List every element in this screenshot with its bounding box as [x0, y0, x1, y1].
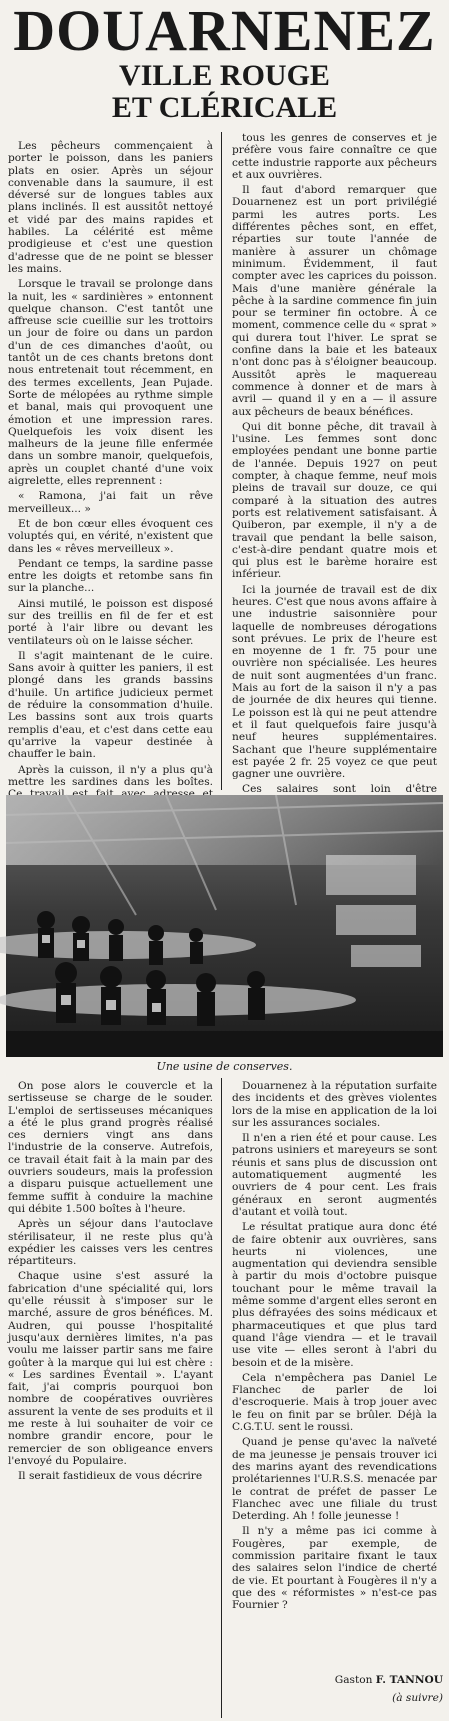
article-column-top-left: [8, 140, 213, 792]
article-column-bottom-left: [8, 1080, 213, 1718]
headline: DOUARNENEZ: [13, 0, 436, 63]
paragraph: Pendant ce temps, la sardine passe entre les doigts et retombe sans fin sur la planche...: [8, 557, 213, 595]
paragraph: Chaque usine s'est assuré la fabrication d'une spécialité qui, lors qu'elle réussit à s'imposer sur le marché, assure de gros bénéfices. M. Audren, qui pousse l'hospitalité jusqu'aux dernières limites, n'a pas voulu me laisser partir sans me faire goûter à la marque qui lui est chère : « Les sardines Éventail ». L'ayant fait, j'ai compris pourquoi bon nombre de coopératives ouvrières assurent la vente de ses produits et il me reste à lui souhaiter de voir ce nombre grandir encore, pour le remercier de son obligeance envers l'envoyé du Populaire.: [8, 1270, 213, 1467]
to-be-continued: (à suivre): [392, 1692, 443, 1704]
paragraph: Les pêcheurs commençaient à porter le poisson, dans les paniers plats en osier. Après un séjour convenable dans la saumure, il est déversé sur de longues tables aux plans inclinés. Il est aussitôt nettoyé et vidé par des mains rapides et habiles. La célérité est même prodigieuse et c'est une question d'adresse que de ne point se blesser les mains.: [8, 140, 213, 275]
paragraph: Il faut d'abord remarquer que Douarnenez est un port privilégié parmi les autres ports. Les différentes pêches sont, en effet, réparties sur toute l'année de manière à assurer un chômage minimum. Évidemment, il faut compter avec les caprices du poisson. Mais d'une manière générale la pêche à la sardine commence fin juin pour se terminer fin octobre. À ce moment, commence celle du « sprat » qui durera tout l'hiver. Le sprat se confine dans la baie et les bateaux n'ont donc pas à s'éloigner beaucoup. Aussitôt après le maquereau commence à donner et de mars à avril — quand il y en a — il assure aux pêcheurs de beaux bénéfices.: [232, 184, 437, 418]
paragraph: On pose alors le couvercle et la sertisseuse se charge de le souder. L'emploi de sertisseuses mécaniques a été le plus grand progrès réalisé ces derniers vingt ans dans l'industrie de la conserve. Autrefois, ce travail était fait à la main par des ouvriers soudeurs, mais la profession a disparu puisque actuellement une femme suffit à conduire la machine qui débite 1.500 boîtes à l'heure.: [8, 1080, 213, 1215]
paragraph: Ces salaires sont loin d'être: [242, 783, 437, 796]
subheadline-line-2: ET CLÉRICALE: [111, 91, 338, 124]
article-column-bottom-right: [232, 1080, 437, 1668]
paragraph: Douarnenez à la réputation surfaite des incidents et des grèves violentes lors de la mise en application de la loi sur les assurances sociales.: [232, 1080, 437, 1129]
paragraph: Ainsi mutilé, le poisson est disposé sur des treillis en fil de fer et est porté à l'air libre ou devant les ventilateurs où on le laisse sécher.: [8, 597, 213, 647]
author-signature: [238, 1674, 443, 1687]
column-rule-bottom: [221, 1078, 222, 1718]
paragraph: Cela n'empêchera pas Daniel Le Flanchec de parler de loi d'escroquerie. Mais à trop jouer avec le feu on finit par se brûler. Déjà la C.G.T.U. sent le roussi.: [232, 1371, 437, 1434]
paragraph: Le résultat pratique aura donc été de faire obtenir aux ouvrières, sans heurts ni violences, une augmentation qui deviendra sensible à partir du mois d'octobre puisque touchant pour le même travail la même somme d'argent elles seront en plus défrayées des soins médicaux et pharmaceutiques et que plus tard quand l'âge viendra — et le travail use vite — elles seront à l'abri du besoin et de la misère.: [232, 1221, 437, 1369]
subheadline-line-1: VILLE ROUGE: [119, 59, 330, 92]
paragraph: Et de bon cœur elles évoquent ces voluptés qui, en vérité, n'existent que dans les « rêves merveilleux ».: [8, 517, 213, 555]
paragraph: Ici la journée de travail est de dix heures. C'est que nous avons affaire à une industrie saisonnière pour laquelle de nombreuses dérogations sont prévues. Le prix de l'heure est en moyenne de 1 fr. 75 pour une ouvrière non spécialisée. Les heures de nuit sont augmentées d'un franc. Mais au fort de la saison il n'y a pas de journée de dix heures qui tienne. Le poisson est là qui ne peut attendre et il faut quelquefois faire jusqu'à neuf heures supplémentaires. Sachant que l'heure supplémentaire est payée 2 fr. 25 voyez ce que peut gagner une ouvrière.: [232, 583, 437, 781]
paragraph: tous les genres de conserves et je préfère vous faire connaître ce que cette industrie rapporte aux pêcheurs et aux ouvrières.: [232, 132, 437, 181]
paragraph: Il n'en a rien été et pour cause. Les patrons usiniers et mareyeurs se sont réunis et sans plus de discussion ont automatiquement augmenté les ouvriers de 4 pour cent. Les frais généraux en seront augmentés d'autant et voilà tout.: [232, 1132, 437, 1218]
column-rule-top: [221, 132, 222, 790]
photo-caption: Une usine de conserves.: [156, 1060, 293, 1073]
factory-photo: [6, 795, 443, 1057]
article-column-top-right: [232, 132, 437, 796]
paragraph: Quand je pense qu'avec la naïveté de ma jeunesse je pensais trouver ici des marins ayant des revendications prolétariennes l'U.R.S.S. menacée par le contrat de préfet de passer Le Flanchec avec une filiale du trust Deterding. Ah ! folle jeunesse !: [232, 1436, 437, 1523]
author-first-name: Gaston: [334, 1674, 373, 1686]
paragraph: Il n'y a même pas ici comme à Fougères, par exemple, de commission paritaire fixant le taux des salaires selon l'indice de cherté de vie. Et pourtant à Fougères il n'y a que des « réformistes » n'est-ce pas Fournier ?: [232, 1525, 437, 1612]
paragraph: « Ramona, j'ai fait un rêve merveilleux... »: [8, 490, 213, 515]
paragraph: Il s'agit maintenant de le cuire. Sans avoir à quitter les paniers, il est plongé dans les grands bassins d'huile. Un artifice judicieux permet de réduire la consommation d'huile. Les bassins sont aux trois quarts remplis d'eau, et c'est dans cette eau qu'arrive la vapeur destinée à chauffer le bain.: [8, 649, 213, 761]
newspaper-page: [6, 0, 443, 1721]
paragraph: Qui dit bonne pêche, dit travail à l'usine. Les femmes sont donc employées pendant une bonne partie de l'année. Depuis 1927 on peut compter, à chaque femme, neuf mois pleins de travail sur douze, ce qui comparé à la situation des autres ports est relativement satisfaisant. À Quiberon, par exemple, il n'y a de travail que pendant la belle saison, c'est-à-dire pendant quatre mois et qui plus est le barème horaire est inférieur.: [232, 420, 437, 581]
factory-interior-image: [6, 795, 443, 1057]
paragraph: Après la cuisson, il n'y a plus qu'à mettre les sardines dans les boîtes.: [8, 763, 213, 788]
author-name: F. TANNOU: [375, 1674, 443, 1686]
paragraph: Il serait fastidieux de vous décrire: [18, 1470, 203, 1483]
paragraph: Après un séjour dans l'autoclave stérilisateur, il ne reste plus qu'à expédier les caisses vers les centres répartiteurs.: [8, 1218, 213, 1268]
paragraph: Lorsque le travail se prolonge dans la nuit, les « sardinières » entonnent quelque chanson. C'est tantôt une affreuse scie cueillie sur les trottoirs un jour de foire ou dans un pardon d'un de ces dimanches d'août, ou tantôt un de ces chants bretons dont nous entretenait tout récemment, en des termes excellents, Jean Pujade. Sorte de mélopées au rythme simple et banal, mais qui provoquent une émotion et une impression rares. Quelquefois les voix disent les malheurs de la jeune fille enfermée dans un sombre manoir, quelquefois, après un couplet chanté d'une voix aigrelette, elles reprennent :: [8, 278, 213, 488]
